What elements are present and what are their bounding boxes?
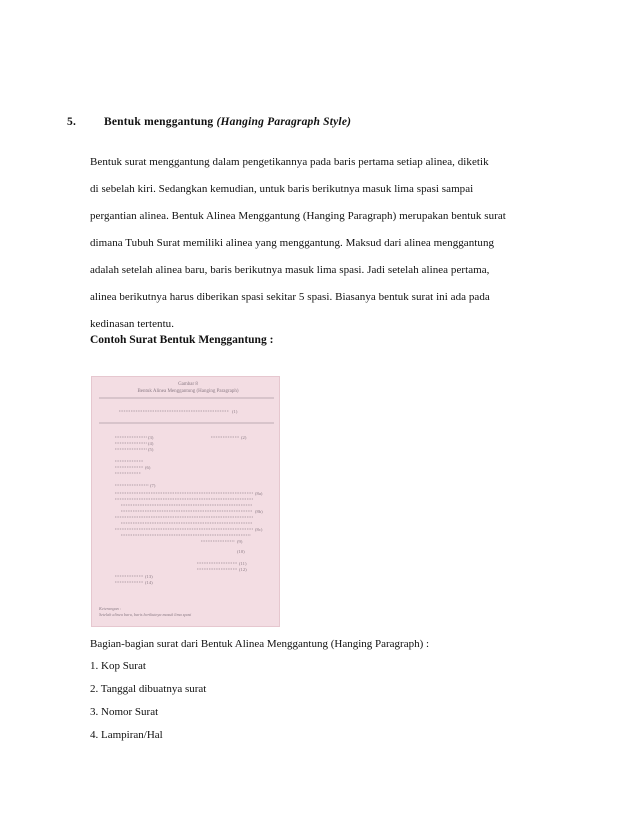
marker-4: (4) (148, 441, 154, 446)
paragraph-line-2: di sebelah kiri. Sedangkan kemudian, untuk baris berikutnya masuk lima spasi sampai (90, 183, 474, 195)
marker-3: (3) (148, 435, 154, 440)
example-heading: Contoh Surat Bentuk Menggantung : (90, 334, 274, 346)
figure-note-label: Keterangan : (99, 606, 122, 611)
marker-8b: (8b) (255, 509, 263, 514)
figure-note-text: Setelah alinea baru, baris berikutnya masuk lima spasi (99, 612, 192, 617)
marker-8c: (8c) (255, 527, 263, 532)
marker-10: (10) (237, 549, 245, 554)
example-letter-figure (91, 376, 280, 627)
marker-7: (7) (150, 483, 156, 488)
paragraph-line-3: pergantian alinea. Bentuk Alinea Menggantung (Hanging Paragraph) merupakan bentuk surat (90, 210, 506, 222)
list-item: 2. Tanggal dibuatnya surat (90, 683, 207, 695)
list-item: 3. Nomor Surat (90, 706, 159, 718)
figure-title-1: Gambar 8 (178, 382, 198, 387)
marker-14: (14) (145, 580, 153, 585)
marker-6: (6) (145, 465, 151, 470)
list-item: 1. Kop Surat (90, 660, 146, 672)
section-title (104, 116, 351, 128)
figure-image (91, 376, 280, 627)
marker-8a: (8a) (255, 491, 263, 496)
section-number: 5. (67, 116, 77, 128)
paragraph-line-6: alinea berikutnya harus diberikan spasi sekitar 5 spasi. Biasanya bentuk surat ini ada pada (90, 291, 490, 303)
marker-11: (11) (239, 561, 247, 566)
marker-9: (9) (237, 539, 243, 544)
paragraph-line-7: kedinasan tertentu. (90, 318, 175, 330)
marker-13: (13) (145, 574, 153, 579)
section-title-main: Bentuk menggantung (104, 116, 214, 128)
paragraph-line-5: adalah setelah alinea baru, baris berikutnya masuk lima spasi. Jadi setelah alinea pertama, (90, 264, 490, 276)
list-intro: Bagian-bagian surat dari Bentuk Alinea Menggantung (Hanging Paragraph) : (90, 638, 430, 650)
list-item: 4. Lampiran/Hal (90, 729, 163, 741)
paragraph-line-4: dimana Tubuh Surat memiliki alinea yang menggantung. Maksud dari alinea menggantung (90, 237, 495, 249)
marker-5: (5) (148, 447, 154, 452)
section-title-paren: (Hanging Paragraph Style) (216, 116, 352, 128)
figure-title-2: Bentuk Alinea Menggantung (Hanging Paragraph) (137, 389, 239, 394)
paragraph-line-1: Bentuk surat menggantung dalam pengetikannya pada baris pertama setiap alinea, diketik (90, 156, 489, 168)
marker-12: (12) (239, 567, 247, 572)
marker-1: (1) (232, 409, 238, 414)
marker-2: (2) (241, 435, 247, 440)
